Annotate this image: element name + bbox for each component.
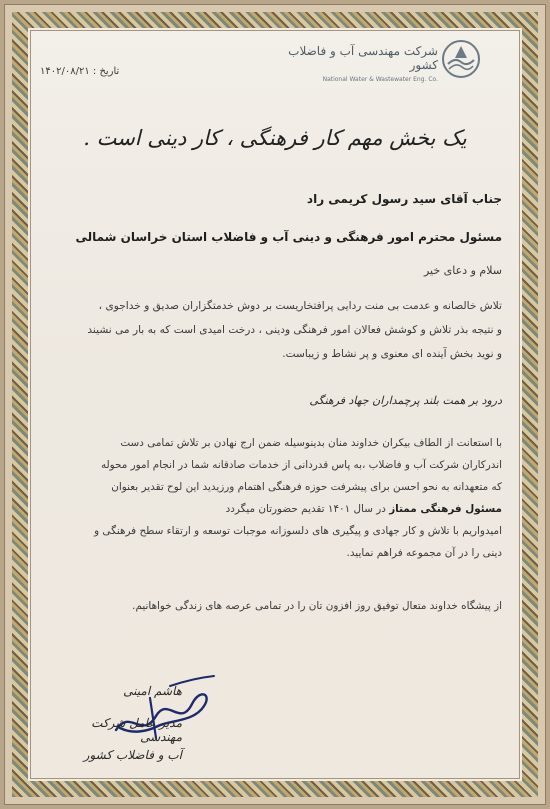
award-title: مسئول فرهنگی ممتاز [389,503,502,515]
paragraph-2-line: اندرکاران شرکت آب و فاضلاب ،به پاس قدردانی از خدمات صادقانه شما در انجام امور محوله [100,459,502,471]
quote-line: درود بر همت بلند پرچمداران جهاد فرهنگی [309,394,502,407]
paragraph-2-line: که متعهدانه به نحو احسن برای پیشرفت حوزه فرهنگی اهتمام ورزیدید این لوح تقدیر بعنوان [111,481,502,493]
company-name-english: National Water & Wastewater Eng. Co. [322,76,438,83]
paragraph-1-line: تلاش خالصانه و عدمت بی منت ردایی پرافتخاریست بر دوش خدمتگزاران صدیق و خداجوی ، [98,300,502,312]
company-name: شرکت مهندسی آب و فاضلاب کشور [288,44,438,72]
paragraph-2-line [47,498,502,520]
company-logo-icon [440,38,482,80]
addressee-name: جناب آقای سید رسول کریمی راد [306,192,502,206]
paragraph-1-line: و نتیجه بذر تلاش و کوشش فعالان امور فرهنگی ودینی ، درخت امیدی است که به بار می نشیند [87,324,502,336]
signatory-name: هاشم امینی [123,684,182,698]
paragraph-2 [47,432,502,564]
signatory-organization: آب و فاضلاب کشور [83,748,182,762]
signatory-title: مدیر عامل شرکت مهندسی [91,716,182,744]
greeting: سلام و دعای خیر [423,264,502,277]
letter-date: تاریخ : ۱۴۰۲/۰۸/۲۱ [40,66,120,77]
paragraph-2-line: امیدواریم با تلاش و کار جهادی و پیگیری های دلسوزانه موجبات توسعه و ارتقاء سطح فرهنگی و [94,525,502,537]
paragraph-2-line: دینی را در آن مجموعه فراهم نمایید. [346,547,502,559]
paragraph-1 [47,294,502,366]
paragraph-2-line: با استعانت از الطاف بیکران خداوند منان بدینوسیله ضمن ارج نهادن بر تلاش تمامی دست [120,437,502,449]
award-year-text: در سال ۱۴۰۱ تقدیم حضورتان میگردد [225,503,390,515]
addressee-position: مسئول محترم امور فرهنگی و دینی آب و فاضلاب استان خراسان شمالی [75,230,502,244]
closing-prayer: از پیشگاه خداوند متعال توفیق روز افزون تان را در تمامی عرصه های زندگی خواهانیم. [132,600,502,612]
paragraph-1-line: و نوید بخش آینده ای معنوی و پر نشاط و زیباست. [282,348,502,360]
certificate-headline: یک بخش مهم کار فرهنگی ، کار دینی است . [83,126,467,150]
